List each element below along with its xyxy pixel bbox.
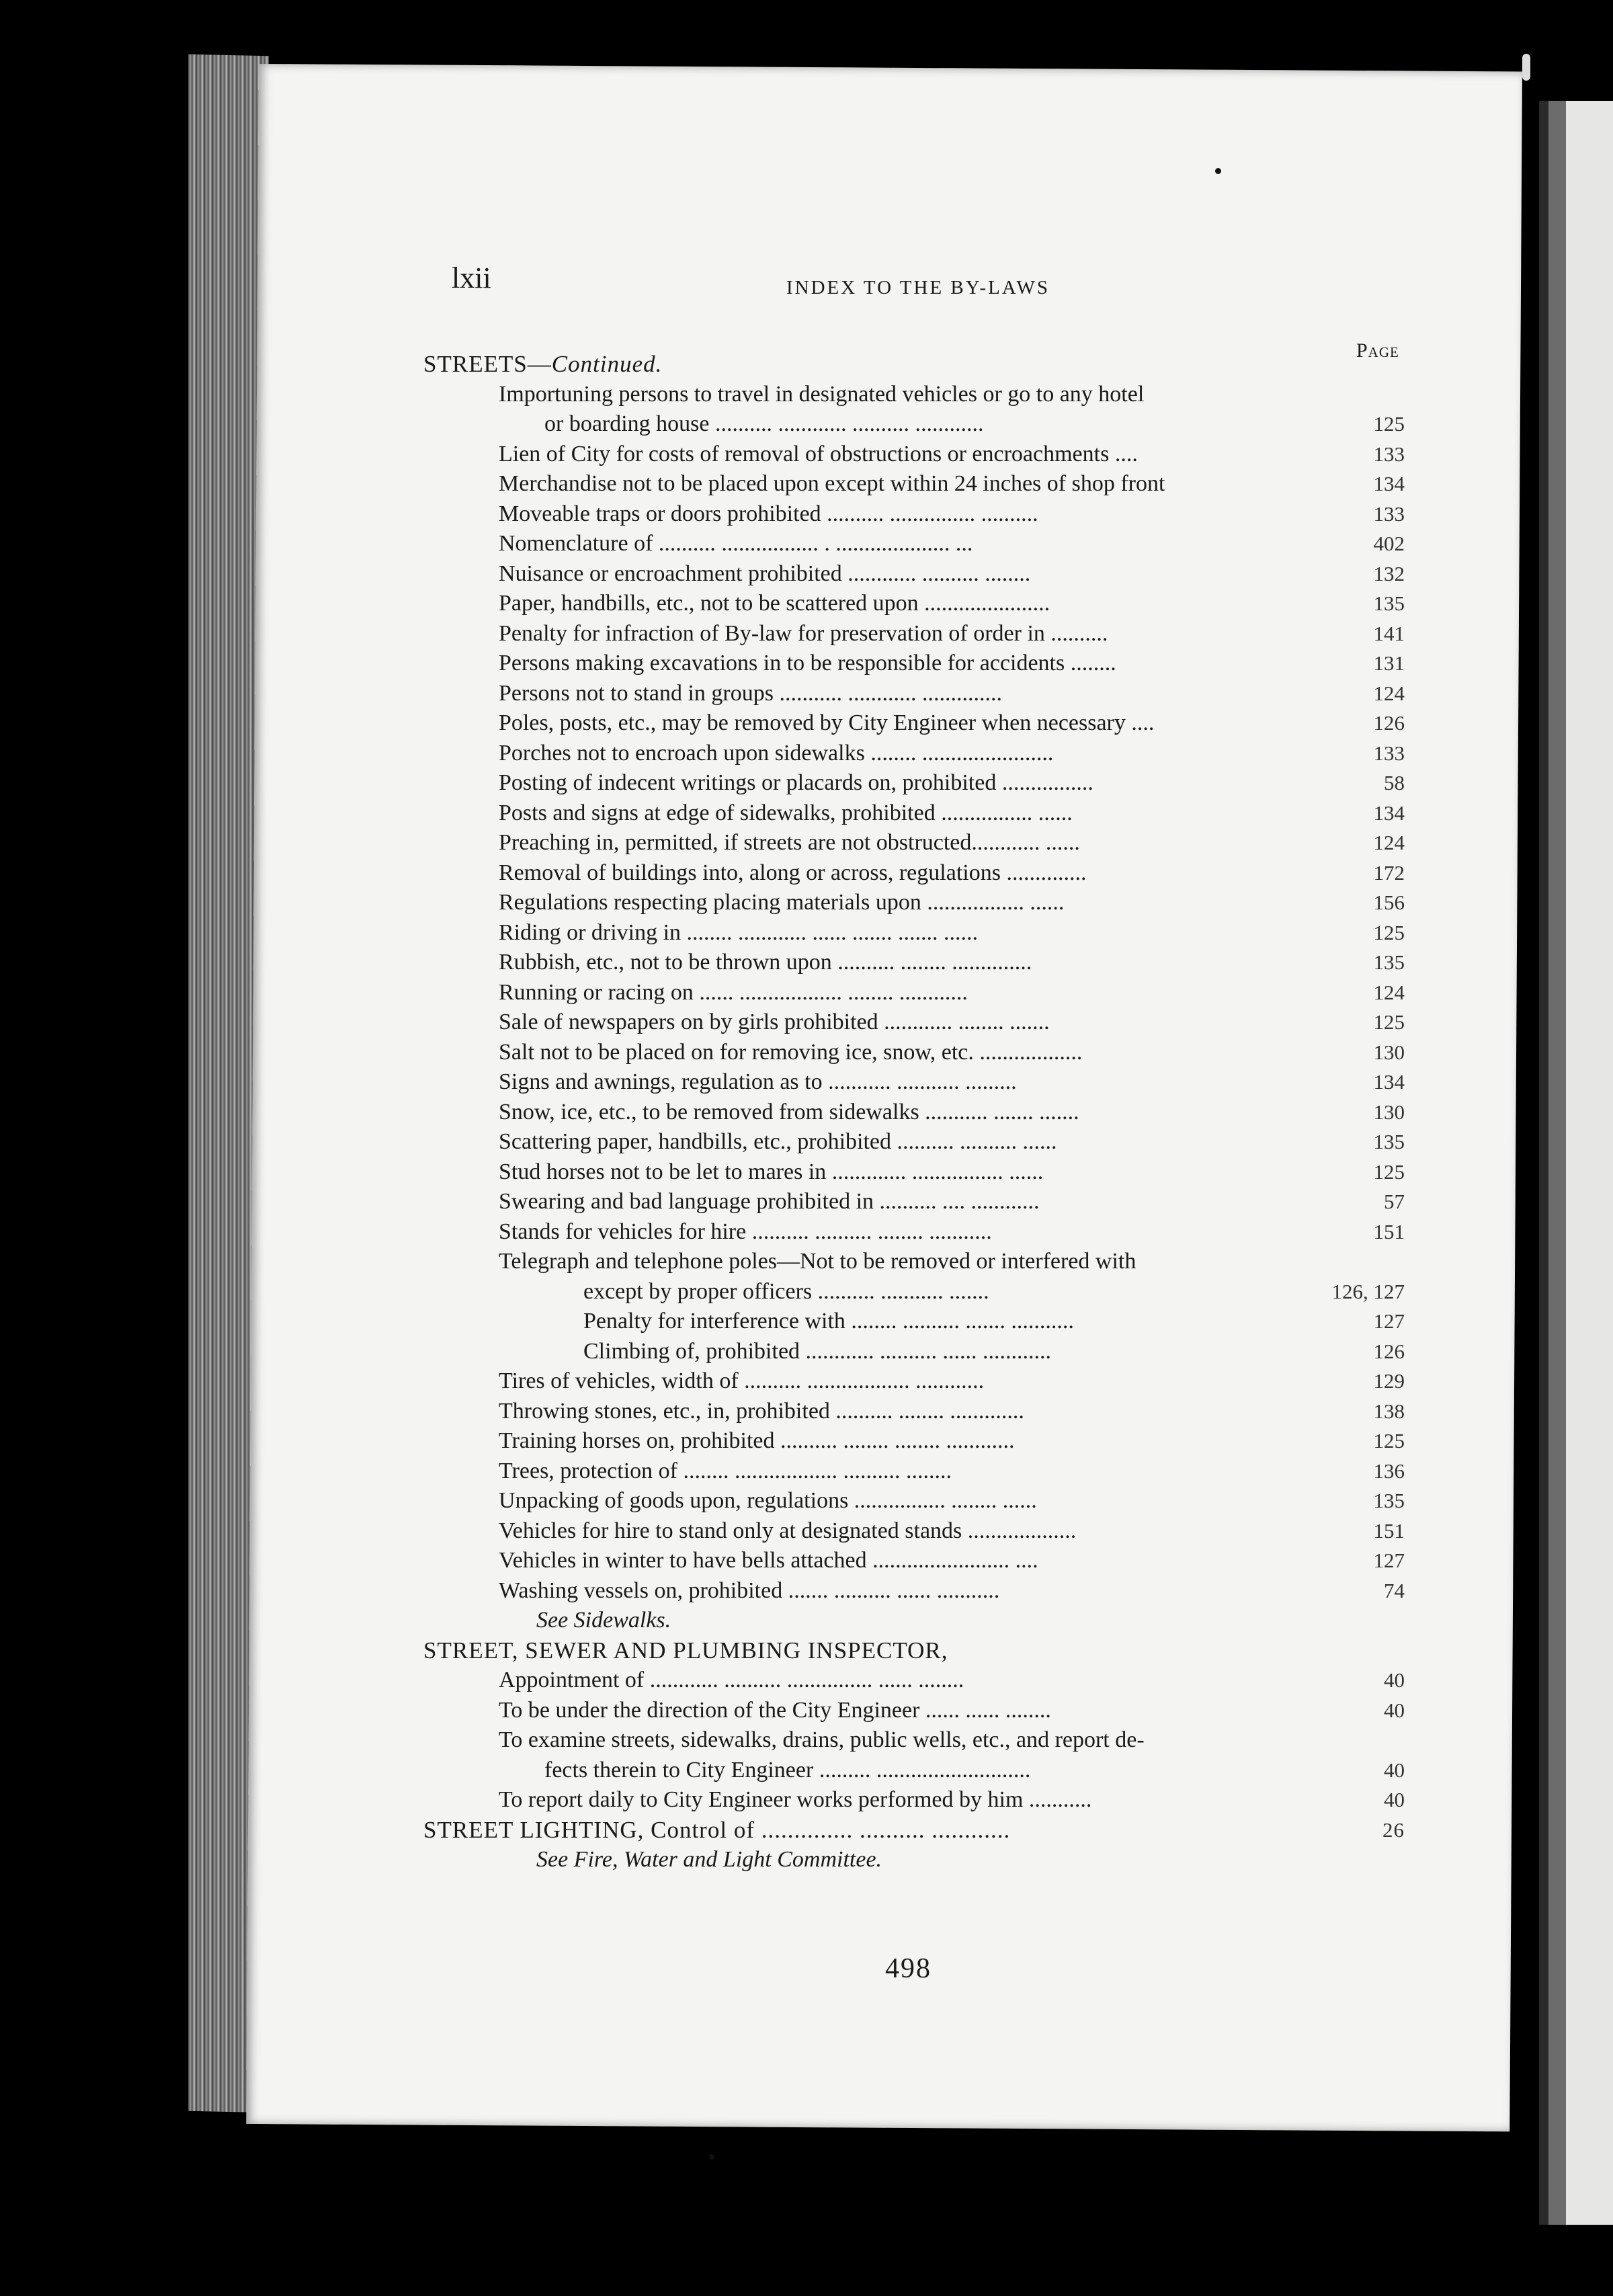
index-entry — [423, 1845, 1405, 1875]
entry-text: Scattering paper, handbills, etc., prohibited .......... .......... ...... — [499, 1129, 1057, 1154]
entry-text: Lien of City for costs of removal of obstructions or encroachments .... — [499, 441, 1138, 466]
entry-text: STREETS— — [423, 351, 552, 377]
index-entry — [423, 1785, 1405, 1815]
entry-text: Throwing stones, etc., in, prohibited .......... ........ ............. — [499, 1398, 1024, 1424]
entry-text: Paper, handbills, etc., not to be scattered upon ...................... — [499, 591, 1050, 616]
entry-page-ref: 57 — [1384, 1190, 1405, 1213]
entry-page-ref: 130 — [1373, 1100, 1405, 1124]
index-entry — [423, 1756, 1405, 1786]
entry-text: Tires of vehicles, width of .......... .................. ............ — [499, 1368, 985, 1393]
entry-text: Regulations respecting placing materials upon ................. ...... — [499, 890, 1065, 915]
index-entry — [423, 469, 1405, 499]
entry-text: Stud horses not to be let to mares in ............. ................ ...... — [499, 1159, 1044, 1184]
entry-text: Telegraph and telephone poles—Not to be removed or interfered with — [499, 1249, 1136, 1274]
entry-text: To be under the direction of the City Engineer ...... ...... ........ — [499, 1697, 1051, 1723]
entry-text: Sale of newspapers on by girls prohibited ............ ........ ....... — [499, 1010, 1050, 1034]
index-entry — [423, 858, 1405, 889]
index-entry — [423, 1815, 1405, 1846]
entry-page-ref: 125 — [1373, 412, 1405, 436]
index-entry — [423, 619, 1405, 649]
entry-page-ref: 134 — [1373, 472, 1405, 495]
index-entry — [423, 559, 1405, 589]
entry-page-ref: 40 — [1384, 1698, 1405, 1722]
entry-page-ref: 172 — [1373, 860, 1405, 885]
entry-text: Unpacking of goods upon, regulations ................ ........ ...... — [499, 1488, 1037, 1513]
entry-text: except by proper officers .......... ........... ....... — [583, 1278, 989, 1304]
entry-text: Nomenclature of .......... ................. . .................... ... — [499, 531, 973, 556]
entry-page-ref: 40 — [1384, 1668, 1405, 1692]
dust-speck — [709, 2154, 714, 2160]
entry-page-ref: 151 — [1373, 1518, 1405, 1543]
entry-page-ref: 133 — [1373, 442, 1405, 466]
entry-page-ref: 125 — [1373, 1429, 1405, 1452]
index-entry — [423, 1038, 1405, 1068]
entry-text: Signs and awnings, regulation as to ........... ........... ......... — [499, 1069, 1017, 1094]
entry-text: Penalty for interference with ........ .......... ....... ........... — [583, 1309, 1074, 1334]
entry-text: Preaching in, permitted, if streets are not obstructed............ ...... — [499, 830, 1080, 855]
entry-text: Persons making excavations in to be responsible for accidents ........ — [499, 651, 1116, 675]
facing-page-edge — [1539, 101, 1613, 2225]
entry-text: Training horses on, prohibited .......... ........ ........ ............ — [499, 1428, 1015, 1453]
index-entry — [423, 739, 1405, 769]
entry-text: STREET LIGHTING, Control of .............. .......... ............ — [423, 1816, 1011, 1843]
entry-text: Merchandise not to be placed upon except within 24 inches of shop front — [499, 471, 1165, 496]
entry-text: Stands for vehicles for hire .......... .......... ........ ........... — [499, 1219, 992, 1244]
index-entry — [423, 1397, 1405, 1427]
index-entry — [423, 380, 1405, 410]
index-entry — [423, 1098, 1405, 1128]
index-entry — [423, 1277, 1405, 1307]
entry-page-ref: 74 — [1384, 1578, 1405, 1602]
entry-text: Vehicles in winter to have bells attached ........................ .... — [499, 1548, 1038, 1573]
index-entry — [423, 1187, 1405, 1217]
entry-page-ref: 402 — [1373, 532, 1405, 555]
index-entry — [423, 649, 1405, 679]
entry-page-ref: 125 — [1373, 920, 1405, 944]
index-entry — [423, 1366, 1405, 1397]
index-entry — [423, 1636, 1405, 1666]
entry-page-ref: 156 — [1373, 891, 1405, 914]
entry-page-ref: 40 — [1384, 1788, 1405, 1811]
entry-text: Persons not to stand in groups ........... ............ .............. — [499, 680, 1002, 706]
entry-text: Trees, protection of ........ .................. .......... ........ — [499, 1458, 952, 1483]
index-entry — [423, 350, 1405, 380]
entry-text: Rubbish, etc., not to be thrown upon .......... ........ .............. — [499, 950, 1032, 975]
dust-speck — [1522, 54, 1530, 81]
entry-page-ref: 124 — [1373, 681, 1405, 705]
index-entry — [423, 1486, 1405, 1516]
entry-text: Washing vessels on, prohibited ....... .......... ...... ........... — [499, 1577, 1000, 1603]
entry-page-ref: 134 — [1373, 801, 1405, 825]
entry-page-ref: 133 — [1373, 501, 1405, 526]
index-entry — [423, 768, 1405, 798]
entry-text: Penalty for infraction of By-law for preservation of order in .......... — [499, 620, 1108, 646]
entry-page-ref: 124 — [1373, 831, 1405, 854]
entry-text: Posting of indecent writings or placards on, prohibited ................ — [499, 770, 1093, 795]
entry-text: Importuning persons to travel in designated vehicles or go to any hotel — [499, 381, 1145, 407]
index-entry — [423, 1696, 1405, 1726]
index-entry — [423, 1337, 1405, 1367]
index-entry — [423, 1606, 1405, 1636]
entry-text: Snow, ice, etc., to be removed from sidewalks ........... ....... ....... — [499, 1099, 1079, 1124]
entry-page-ref: 125 — [1373, 1159, 1405, 1184]
entry-page-ref: 134 — [1373, 1070, 1405, 1094]
index-entry — [423, 828, 1405, 858]
dust-speck — [1215, 168, 1221, 174]
entry-page-ref: 126 — [1373, 711, 1405, 735]
entry-italic-text: See Sidewalks. — [536, 1608, 671, 1633]
entry-text: To report daily to City Engineer works performed by him ........... — [499, 1787, 1092, 1812]
entry-page-ref: 138 — [1373, 1399, 1405, 1423]
entry-page-ref: 130 — [1373, 1040, 1405, 1064]
entry-page-ref: 135 — [1373, 1489, 1405, 1512]
entry-page-ref: 26 — [1382, 1817, 1405, 1842]
running-head: INDEX TO THE BY-LAWS — [786, 277, 1050, 298]
page-column-heading: Page — [1356, 339, 1399, 362]
index-entry — [423, 1576, 1405, 1606]
index-entry — [423, 499, 1405, 530]
index-entry — [423, 1666, 1405, 1696]
entry-page-ref: 136 — [1373, 1459, 1405, 1483]
index-entry — [423, 440, 1405, 470]
index-entry — [423, 798, 1405, 829]
index-entry — [423, 978, 1405, 1008]
index-entry — [423, 1516, 1405, 1547]
entry-page-ref: 141 — [1373, 621, 1405, 645]
entry-text: Swearing and bad language prohibited in .......... .... ............ — [499, 1189, 1040, 1214]
entry-page-ref: 129 — [1373, 1369, 1405, 1393]
folio-number: lxii — [452, 261, 491, 294]
entry-italic-text: See Fire, Water and Light Committee. — [536, 1847, 882, 1872]
entry-page-ref: 127 — [1373, 1549, 1405, 1572]
entry-page-ref: 124 — [1373, 980, 1405, 1004]
index-entry — [423, 948, 1405, 978]
entry-text: Salt not to be placed on for removing ice, snow, etc. .................. — [499, 1039, 1083, 1065]
entry-page-ref: 126 — [1373, 1339, 1405, 1363]
index-entry — [423, 589, 1405, 619]
entry-text: Nuisance or encroachment prohibited ............ .......... ........ — [499, 561, 1031, 586]
entry-text: Vehicles for hire to stand only at designated stands ................... — [499, 1518, 1077, 1543]
index-entry — [423, 1457, 1405, 1487]
entry-page-ref: 131 — [1373, 651, 1405, 675]
entry-text: Appointment of ............ .......... ............... ...... ........ — [499, 1668, 964, 1692]
index-entry — [423, 1426, 1405, 1457]
entry-page-ref: 125 — [1373, 1010, 1405, 1034]
entry-text: Posts and signs at edge of sidewalks, prohibited ................ ...... — [499, 800, 1073, 825]
entry-text: fects therein to City Engineer ......... ........................... — [544, 1757, 1031, 1782]
entry-text: STREET, SEWER AND PLUMBING INSPECTOR, — [423, 1637, 948, 1664]
index-entry — [423, 1008, 1405, 1038]
index-entry — [423, 888, 1405, 918]
entry-text: Moveable traps or doors prohibited .......... ............... .......... — [499, 501, 1038, 526]
index-entry — [423, 529, 1405, 559]
entry-text: Riding or driving in ........ ............ ...... ....... ....... ...... — [499, 919, 979, 945]
index-entry — [423, 918, 1405, 948]
entry-text: or boarding house .......... ............ .......... ............ — [544, 411, 984, 436]
index-entry — [423, 1157, 1405, 1188]
entry-text: Removal of buildings into, along or across, regulations .............. — [499, 860, 1087, 885]
entry-italic-text: Continued. — [551, 351, 663, 377]
index-entry — [423, 1546, 1405, 1576]
index-entry — [423, 1217, 1405, 1247]
entry-text: Poles, posts, etc., may be removed by City Engineer when necessary .... — [499, 710, 1155, 735]
index-entry — [423, 679, 1405, 709]
entry-text: Running or racing on ...... .................. ........ ............ — [499, 979, 968, 1005]
entry-text: Climbing of, prohibited ............ .......... ...... ............ — [583, 1338, 1052, 1364]
index-entry — [423, 409, 1405, 440]
index-entries — [423, 350, 1405, 1875]
entry-page-ref: 133 — [1373, 741, 1405, 765]
entry-text: To examine streets, sidewalks, drains, public wells, etc., and report de- — [499, 1727, 1145, 1752]
entry-page-ref: 58 — [1384, 771, 1405, 794]
index-entry — [423, 1067, 1405, 1098]
entry-page-ref: 135 — [1373, 950, 1405, 974]
page-number: 498 — [885, 1953, 932, 1984]
entry-page-ref: 132 — [1373, 561, 1405, 585]
index-entry — [423, 1247, 1405, 1277]
entry-page-ref: 126, 127 — [1331, 1279, 1405, 1303]
index-entry — [423, 1307, 1405, 1337]
index-entry — [423, 1127, 1405, 1157]
entry-page-ref: 127 — [1373, 1309, 1405, 1333]
entry-page-ref: 151 — [1373, 1219, 1405, 1243]
index-entry — [423, 1725, 1405, 1756]
entry-page-ref: 135 — [1373, 1130, 1405, 1153]
entry-page-ref: 40 — [1384, 1758, 1405, 1782]
index-entry — [423, 708, 1405, 739]
entry-text: Porches not to encroach upon sidewalks ........ ....................... — [499, 740, 1054, 766]
entry-page-ref: 135 — [1373, 591, 1405, 615]
